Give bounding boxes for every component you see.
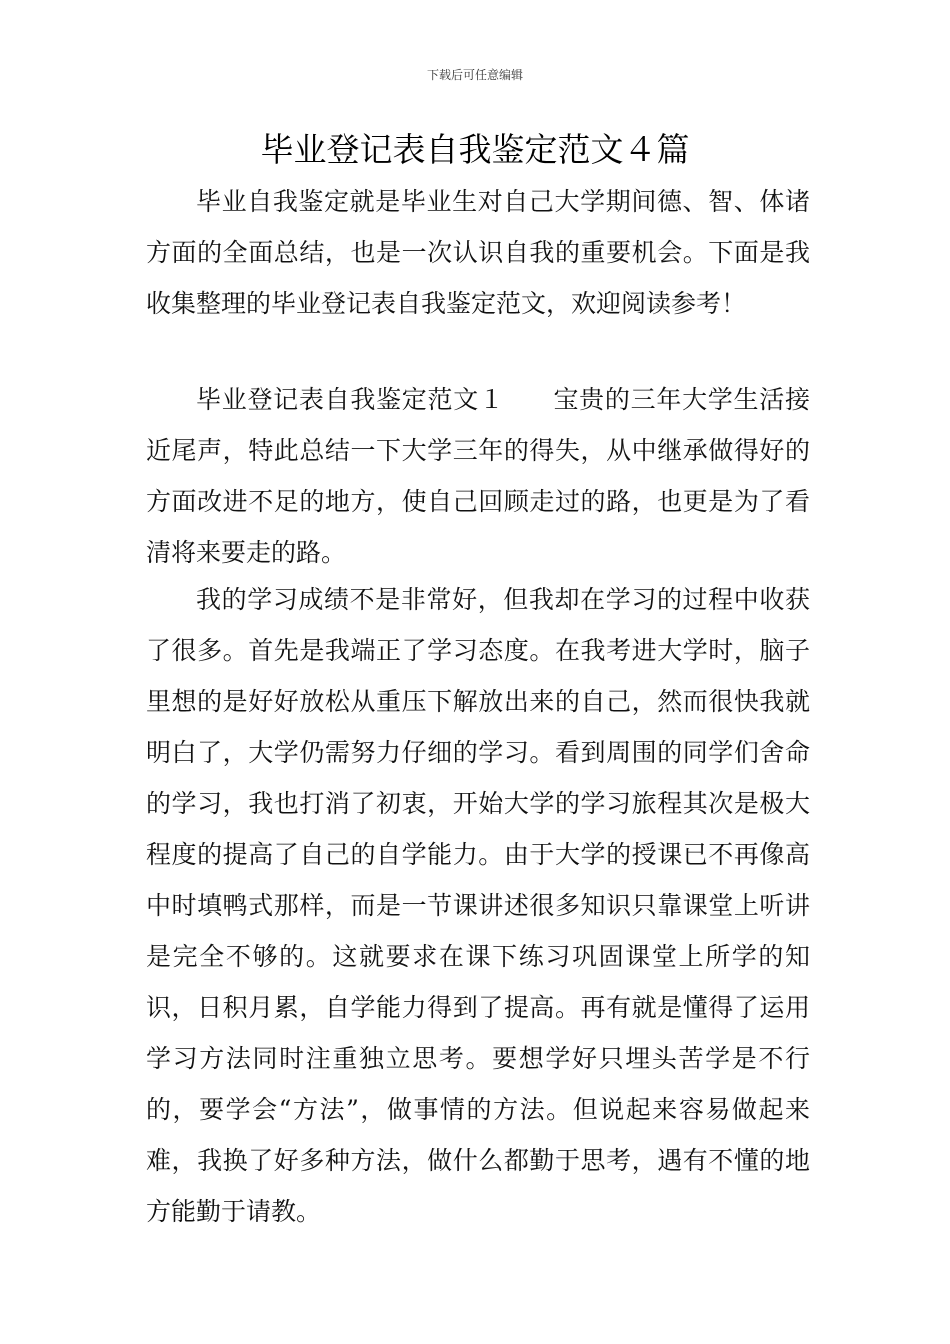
essay-1-heading: 毕业登记表自我鉴定范文１ xyxy=(196,385,505,414)
essay-1-paragraph xyxy=(146,374,810,578)
intro-paragraph: 毕业自我鉴定就是毕业生对自己大学期间德、智、体诸方面的全面总结，也是一次认识自我的重要机会。下面是我收集整理的毕业登记表自我鉴定范文，欢迎阅读参考！ xyxy=(146,187,810,318)
header-note: 下载后可任意编辑 xyxy=(426,68,523,82)
study-paragraph: 我的学习成绩不是非常好，但我却在学习的过程中收获了很多。首先是我端正了学习态度。在我考进大学时，脑子里想的是好好放松从重压下解放出来的自己，然而很快我就明白了，大学仍需努力仔细的学习。看到周围的同学们舍命的学习，我也打消了初衷，开始大学的学习旅程其次是极大程度的提高了自己的自学能力。由于大学的授课已不再像高中时填鸭式那样，而是一节课讲述很多知识只靠课堂上听讲是完全不够的。这就要求在课下练习巩固课堂上所学的知识，日积月累，自学能力得到了提高。再有就是懂得了运用学习方法同时注重独立思考。要想学好只埋头苦学是不行的，要学会“方法”，做事情的方法。但说起来容易做起来难，我换了好多种方法，做什么都勤于思考，遇有不懂的地方能勤于请教。 xyxy=(146,585,810,1226)
document-title: 毕业登记表自我鉴定范文４篇 xyxy=(260,130,690,169)
essay-1-text: 宝贵的三年大学生活接近尾声，特此总结一下大学三年的得失，从中继承做得好的方面改进不足的地方，使自己回顾走过的路，也更是为了看清将来要走的路。 xyxy=(146,385,810,567)
